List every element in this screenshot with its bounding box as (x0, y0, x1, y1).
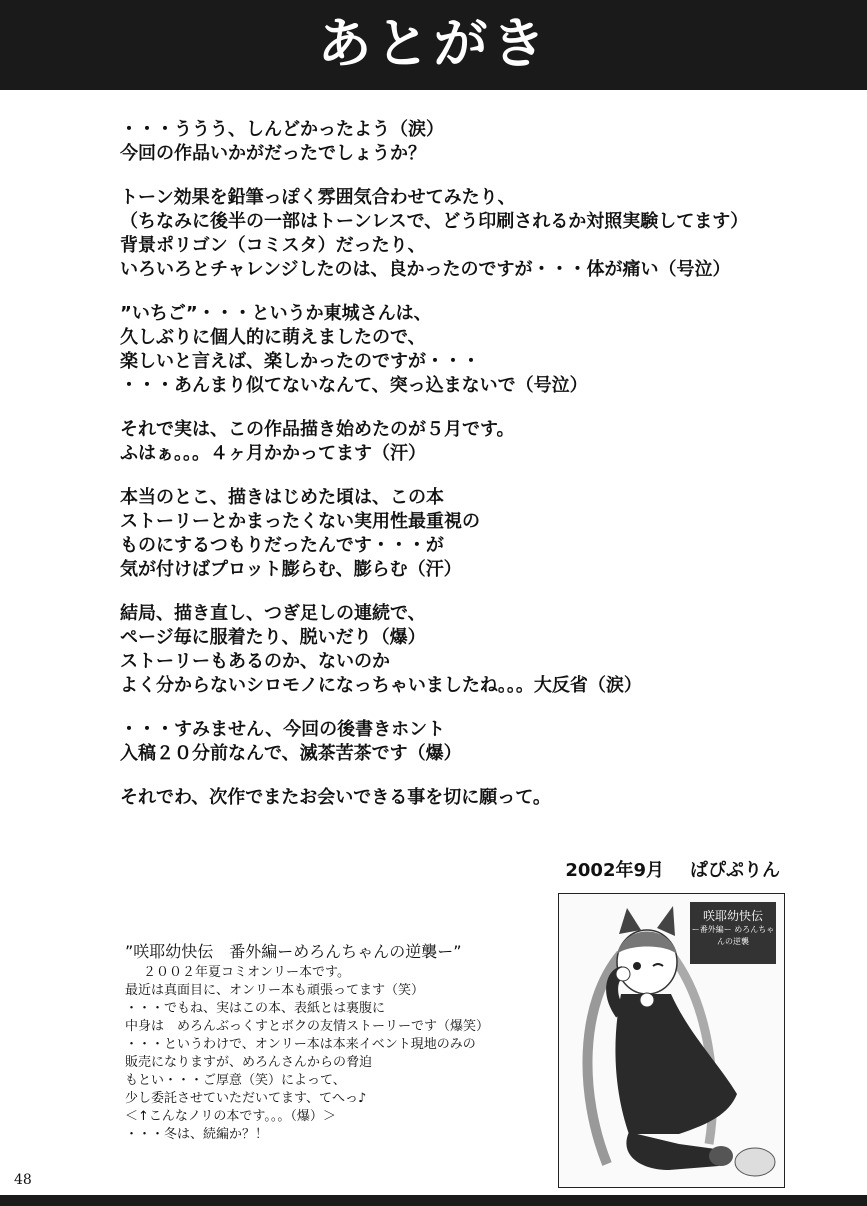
page-number: 48 (14, 1172, 32, 1188)
cover-label-main: 咲耶幼快伝 (702, 909, 763, 923)
afterword-body (120, 118, 820, 830)
text-line: 楽しいと言えば、楽しかったのですが・・・ (120, 351, 480, 372)
page-title: あとがき (317, 12, 550, 75)
text-line: それで実は、この作品描き始めたのが５月です。 (120, 419, 515, 440)
paragraph-5 (120, 486, 820, 582)
promo-line: 販売になりますが、めろんさんからの脅迫 (125, 1055, 373, 1070)
promo-line: ・・・でもね、実はこの本、表紙とは裏腹に (125, 1001, 386, 1016)
promo-line: 中身は めろんぶっくすとボクの友情ストーリーです（爆笑） (125, 1019, 490, 1034)
promo-line: ・・・冬は、続編か？！ (125, 1127, 269, 1142)
promo-line: 最近は真面目に、オンリー本も頑張ってます（笑） (125, 983, 425, 998)
promo-line: もとい・・・ご厚意（笑）によって、 (125, 1073, 346, 1088)
paragraph-8 (120, 786, 820, 810)
paragraph-1 (120, 118, 820, 166)
text-line: ・・・すみません、今回の後書きホント (120, 719, 446, 740)
text-line: ふはぁ。。。４ヶ月かかってます（汗） (120, 443, 426, 464)
text-line: ”いちご”・・・というか東城さんは、 (120, 303, 432, 324)
text-line: 背景ポリゴン（コミスタ）だったり、 (120, 235, 426, 256)
paragraph-4 (120, 418, 820, 466)
paragraph-3 (120, 302, 820, 398)
text-line: それでわ、次作でまたお会いできる事を切に願って。 (120, 787, 551, 808)
text-line: 気が付けばプロット膨らむ、膨らむ（汗） (120, 559, 462, 580)
text-line: ストーリーとかまったくない実用性最重視の (120, 511, 480, 532)
paragraph-6 (120, 602, 820, 698)
signature-author: ぱぴぷりん (690, 860, 780, 881)
text-line: ものにするつもりだったんです・・・が (120, 535, 444, 556)
promo-line: 少し委託させていただいてます、てへっ♪ (125, 1091, 367, 1106)
text-line: いろいろとチャレンジしたのは、良かったのですが・・・体が痛い（号泣） (120, 259, 731, 280)
text-line: よく分からないシロモノになっちゃいましたね。。。大反省（涙） (120, 675, 642, 696)
paragraph-2 (120, 186, 820, 282)
text-line: 結局、描き直し、つぎ足しの連続で、 (120, 603, 426, 624)
cover-label-sub: ー番外編ー めろんちゃんの逆襲 (691, 925, 775, 946)
text-line: （ちなみに後半の一部はトーンレスで、どう印刷されるか対照実験してます） (120, 211, 749, 232)
promo-line: ・・・というわけで、オンリー本は本来イベント現地のみの (125, 1037, 476, 1052)
promo-line: ＜↑こんなノリの本です。。。（爆）＞ (125, 1109, 336, 1124)
text-line: 入稿２０分前なんで、滅茶苦茶です（爆） (120, 743, 462, 764)
text-line: ストーリーもあるのか、ないのか (120, 651, 390, 672)
text-line: ・・・あんまり似てないなんて、突っ込まないで（号泣） (120, 375, 588, 396)
signature (460, 856, 780, 882)
cover-label (690, 902, 776, 964)
text-line: ・・・ううう、しんどかったよう（涙） (120, 119, 444, 140)
text-line: ページ毎に服着たり、脱いだり（爆） (120, 627, 426, 648)
text-line: 今回の作品いかがだったでしょうか？ (120, 143, 426, 164)
bottom-edge (0, 1195, 867, 1206)
text-line: 久しぶりに個人的に萌えましたので、 (120, 327, 426, 348)
paragraph-7 (120, 718, 820, 766)
text-line: 本当のとこ、描きはじめた頃は、この本 (120, 487, 444, 508)
cover-illustration (558, 893, 785, 1188)
signature-date: 2002年9月 (565, 860, 664, 881)
promo-title: ”咲耶幼快伝 番外編ーめろんちゃんの逆襲ー” (125, 942, 462, 961)
text-line: トーン効果を鉛筆っぽく雰囲気合わせてみたり、 (120, 187, 516, 208)
promo-line: ２００２年夏コミオンリー本です。 (143, 965, 350, 980)
promo-block (125, 942, 565, 1144)
